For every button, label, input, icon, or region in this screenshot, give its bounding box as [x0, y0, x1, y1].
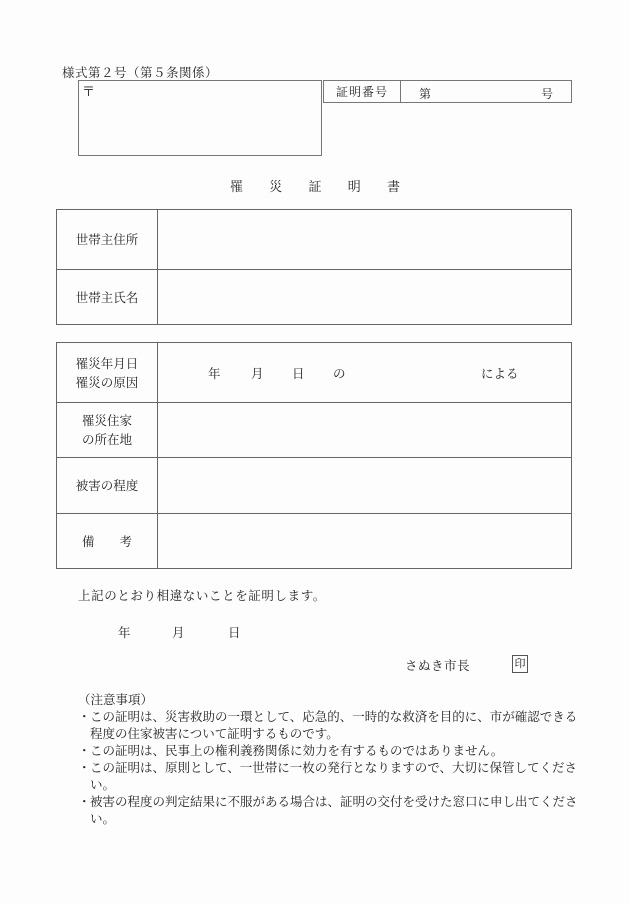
disaster-date-cause-field[interactable]	[158, 343, 572, 403]
household-name-field[interactable]	[158, 270, 572, 325]
note-text: 被害の程度の判定結果に不服がある場合は、証明の交付を受けた窓口に申し出てください。	[90, 794, 578, 826]
damage-extent-label: 被害の程度	[57, 458, 158, 514]
postal-address-box[interactable]	[78, 80, 322, 156]
title-char: 災	[269, 180, 283, 195]
certificate-number-field[interactable]	[401, 81, 571, 102]
postal-mark-icon: 〒	[82, 85, 96, 100]
title-char: 証	[308, 180, 322, 195]
label-line: 罹災の原因	[75, 374, 139, 390]
certificate-number-suffix: 号	[540, 87, 553, 101]
table-row	[57, 270, 572, 325]
property-location-field[interactable]	[158, 403, 572, 458]
list-item	[78, 793, 578, 827]
issue-day-unit: 日	[228, 625, 241, 640]
notes-heading: （注意事項）	[78, 692, 154, 707]
document-title	[200, 176, 430, 195]
label-line: 罹災年月日	[75, 355, 139, 371]
issue-year-unit: 年	[118, 625, 131, 640]
label-line: の所在地	[81, 432, 132, 447]
certificate-number-prefix: 第	[419, 87, 432, 101]
disaster-table	[56, 342, 572, 569]
note-text: この証明は、原則として、一世帯に一枚の発行となりますので、大切に保管してください。	[90, 760, 578, 792]
household-table	[56, 209, 572, 325]
list-item	[78, 742, 578, 759]
disaster-date-cause-label	[57, 343, 158, 403]
table-row	[57, 458, 572, 514]
household-name-label: 世帯主氏名	[57, 270, 158, 325]
list-item	[78, 708, 578, 742]
due-to-text: による	[481, 365, 519, 381]
certification-statement: 上記のとおり相違ないことを証明します。	[78, 588, 326, 603]
table-row	[57, 343, 572, 403]
damage-extent-field[interactable]	[158, 458, 572, 514]
table-row	[57, 403, 572, 458]
issue-month-unit: 月	[172, 625, 185, 640]
certificate-number-label: 証明番号	[324, 81, 401, 102]
seal-icon: 印	[512, 655, 528, 673]
title-char: 明	[347, 180, 361, 195]
notes-list	[78, 708, 578, 827]
household-address-field[interactable]	[158, 210, 572, 270]
form-number: 様式第２号（第５条関係）	[62, 65, 219, 80]
bullet-icon: ・	[78, 760, 91, 775]
table-row	[57, 210, 572, 270]
property-location-label	[57, 403, 158, 458]
remarks-label: 備 考	[57, 514, 158, 569]
title-char: 罹	[230, 180, 244, 195]
remarks-field[interactable]	[158, 514, 572, 569]
certificate-number-box	[323, 80, 572, 103]
note-text: この証明は、民事上の権利義務関係に効力を有するものではありません。	[90, 743, 504, 758]
month-unit: 月	[251, 365, 264, 381]
list-item	[78, 759, 578, 793]
issuer-title: さぬき市長	[405, 658, 471, 673]
bullet-icon: ・	[78, 743, 91, 758]
household-address-label: 世帯主住所	[57, 210, 158, 270]
table-row	[57, 514, 572, 569]
title-char: 書	[386, 180, 400, 195]
day-unit: 日	[292, 365, 305, 381]
bullet-icon: ・	[78, 794, 91, 809]
label-line: 罹災住家	[81, 413, 132, 428]
year-unit: 年	[208, 365, 221, 381]
note-text: この証明は、災害救助の一環として、応急的、一時的な救済を目的に、市が確認できる程度の住家被害について証明するものです。	[90, 709, 578, 741]
bullet-icon: ・	[78, 709, 91, 724]
no-particle: の	[333, 365, 346, 381]
